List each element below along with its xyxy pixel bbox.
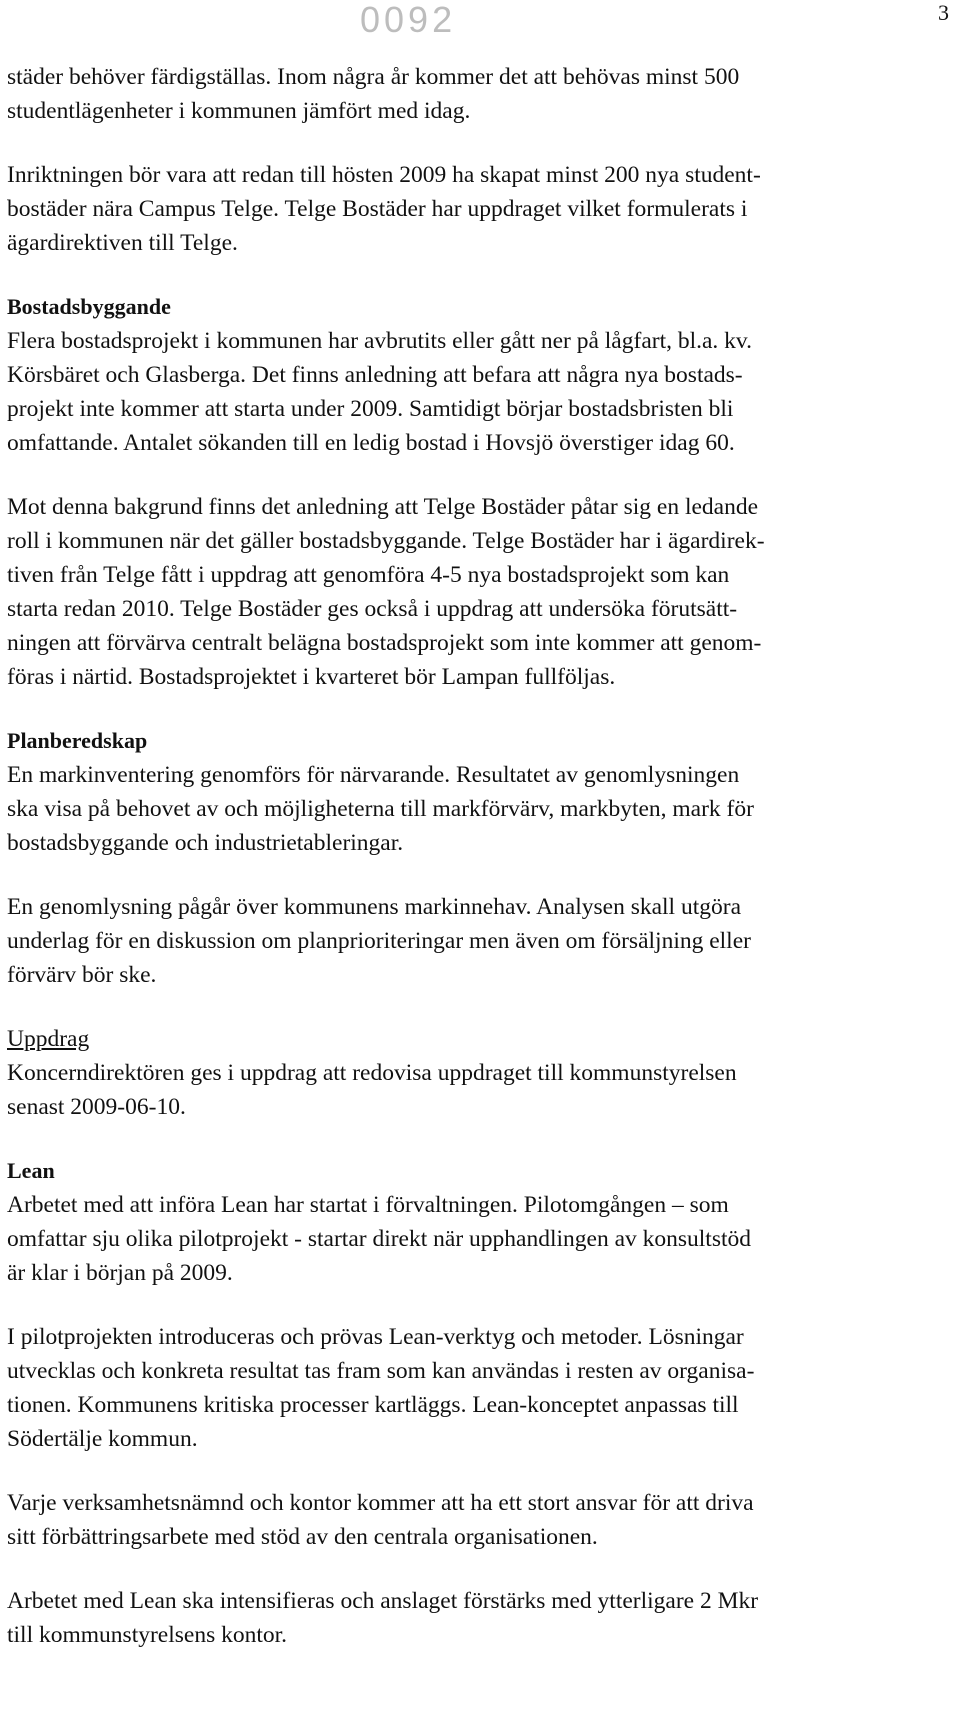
section-planberedskap xyxy=(7,724,937,860)
text-line: omfattande. Antalet sökanden till en ledig bostad i Hovsjö överstiger idag 60. xyxy=(7,430,735,456)
text-line: ägardirektiven till Telge. xyxy=(7,230,238,256)
text-line: Varje verksamhetsnämnd och kontor kommer att ha ett stort ansvar för att driva xyxy=(7,1490,754,1516)
text-line: Arbetet med Lean ska intensifieras och anslaget förstärks med ytterligare 2 Mkr xyxy=(7,1588,759,1614)
paragraph-markinnehav xyxy=(7,890,937,992)
paragraph-pilotprojekten xyxy=(7,1320,937,1456)
section-heading-underlined: Uppdrag xyxy=(7,1026,90,1052)
text-line: bostadsbyggande och industrietableringar. xyxy=(7,830,404,856)
paragraph-verksamhetsnamnd xyxy=(7,1486,937,1554)
text-line: underlag för en diskussion om planprioriteringar men även om försäljning eller xyxy=(7,928,751,954)
text-line: förvärv bör ske. xyxy=(7,962,157,988)
text-line: senast 2009-06-10. xyxy=(7,1094,186,1120)
text-line: tiven från Telge fått i uppdrag att genomföra 4-5 nya bostadsprojekt som kan xyxy=(7,562,730,588)
document-body xyxy=(7,60,937,1682)
section-heading: Planberedskap xyxy=(7,728,148,753)
archive-stamp-number: 0092 xyxy=(360,0,457,40)
paragraph-student-housing xyxy=(7,60,937,128)
text-line: bostäder nära Campus Telge. Telge Bostäder har uppdraget vilket formulerats i xyxy=(7,196,748,222)
text-line: föras i närtid. Bostadsprojektet i kvarteret bör Lampan fullföljas. xyxy=(7,664,616,690)
text-line: studentlägenheter i kommunen jämfört med idag. xyxy=(7,98,471,124)
text-line: En markinventering genomförs för närvarande. Resultatet av genomlysningen xyxy=(7,762,740,788)
text-line: är klar i början på 2009. xyxy=(7,1260,233,1286)
text-line: ningen att förvärva centralt belägna bostadsprojekt som inte kommer att genom- xyxy=(7,630,762,656)
text-line: En genomlysning pågår över kommunens markinnehav. Analysen skall utgöra xyxy=(7,894,741,920)
section-uppdrag xyxy=(7,1022,937,1124)
text-line: Arbetet med att införa Lean har startat i förvaltningen. Pilotomgången – som xyxy=(7,1192,729,1218)
text-line: Södertälje kommun. xyxy=(7,1426,198,1452)
text-line: starta redan 2010. Telge Bostäder ges också i uppdrag att undersöka förutsätt- xyxy=(7,596,738,622)
section-heading: Bostadsbyggande xyxy=(7,294,171,319)
paragraph-telge-bostader-role xyxy=(7,490,937,694)
paragraph-anslag xyxy=(7,1584,937,1652)
text-line: utvecklas och konkreta resultat tas fram som kan användas i resten av organisa- xyxy=(7,1358,755,1384)
text-line: projekt inte kommer att starta under 2009. Samtidigt börjar bostadsbristen bli xyxy=(7,396,734,422)
text-line: städer behöver färdigställas. Inom några år kommer det att behövas minst 500 xyxy=(7,64,740,90)
page-number: 3 xyxy=(938,0,949,25)
text-line: ska visa på behovet av och möjligheterna till markförvärv, markbyten, mark för xyxy=(7,796,754,822)
text-line: Koncerndirektören ges i uppdrag att redovisa uppdraget till kommunstyrelsen xyxy=(7,1060,737,1086)
text-line: I pilotprojekten introduceras och prövas Lean-verktyg och metoder. Lösningar xyxy=(7,1324,744,1350)
section-lean xyxy=(7,1154,937,1290)
text-line: tionen. Kommunens kritiska processer kartläggs. Lean-konceptet anpassas till xyxy=(7,1392,739,1418)
text-line: Mot denna bakgrund finns det anledning att Telge Bostäder påtar sig en ledande xyxy=(7,494,759,520)
section-bostadsbyggande xyxy=(7,290,937,460)
text-line: till kommunstyrelsens kontor. xyxy=(7,1622,288,1648)
text-line: Körsbäret och Glasberga. Det finns anledning att befara att några nya bostads- xyxy=(7,362,743,388)
text-line: roll i kommunen när det gäller bostadsbyggande. Telge Bostäder har i ägardirek- xyxy=(7,528,765,554)
text-line: Inriktningen bör vara att redan till hösten 2009 ha skapat minst 200 nya student- xyxy=(7,162,761,188)
text-line: omfattar sju olika pilotprojekt - startar direkt när upphandlingen av konsultstöd xyxy=(7,1226,752,1252)
text-line: sitt förbättringsarbete med stöd av den centrala organisationen. xyxy=(7,1524,598,1550)
section-heading: Lean xyxy=(7,1158,55,1183)
paragraph-campus-telge xyxy=(7,158,937,260)
text-line: Flera bostadsprojekt i kommunen har avbrutits eller gått ner på lågfart, bl.a. kv. xyxy=(7,328,753,354)
